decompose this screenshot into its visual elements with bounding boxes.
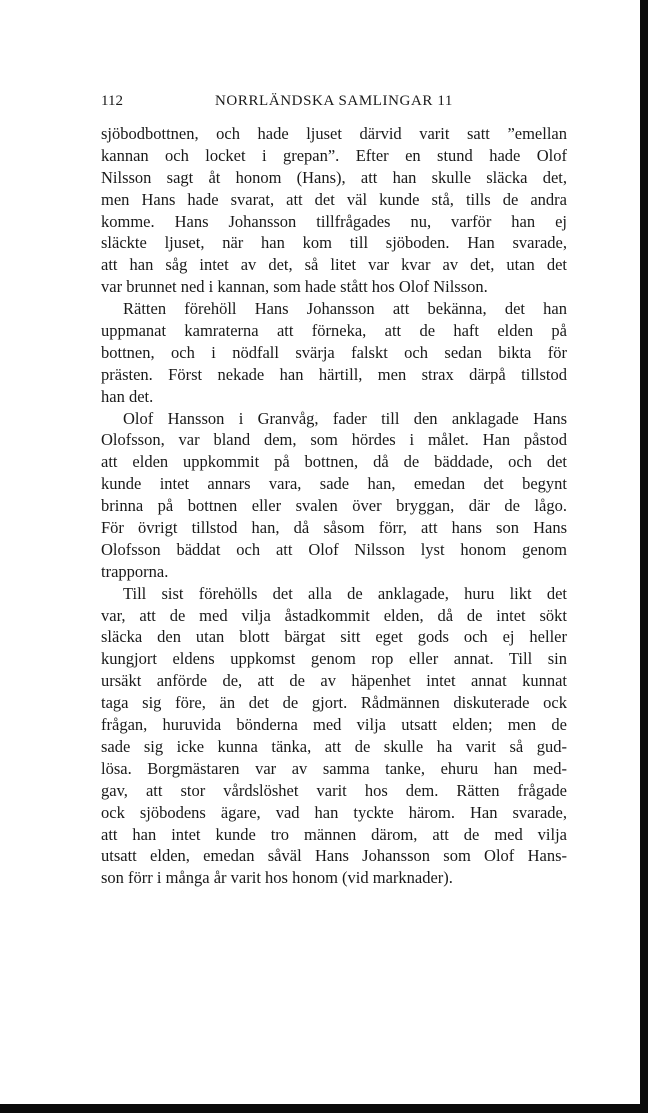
- text-line: son förr i många år varit hos honom (vid marknader).: [101, 868, 453, 888]
- text-line: Olofsson bäddat och att Olof Nilsson lyst honom genom: [101, 539, 567, 559]
- text-line: sade sig icke kunna tänka, att de skulle ha varit så gud-: [101, 736, 567, 756]
- running-title: NORRLÄNDSKA SAMLINGAR 11: [214, 93, 454, 109]
- text-line: släcka den utan blott bärgat sitt eget gods och ej heller: [101, 627, 567, 647]
- text-line: ock sjöbodens ägare, vad han tyckte härom. Han svarade,: [101, 802, 567, 822]
- text-line: ursäkt anförde de, att de av häpenhet intet annat kunnat: [101, 671, 567, 691]
- body-text: [101, 123, 567, 889]
- text-line: men Hans hade svarat, att det väl kunde stå, tills de andra: [101, 189, 567, 209]
- text-line: Olofsson, var bland dem, som hördes i målet. Han påstod: [101, 430, 567, 450]
- text-line: trapporna.: [101, 561, 169, 581]
- text-line: uppmanat kamraterna att förneka, att de haft elden på: [101, 321, 567, 341]
- scan-edge-right: [640, 0, 648, 1113]
- text-line: prästen. Först nekade han härtill, men strax därpå tillstod: [101, 364, 567, 384]
- text-line: brinna på bottnen eller svalen över bryggan, där de lågo.: [101, 496, 567, 516]
- scan-edge-bottom: [0, 1104, 648, 1113]
- text-line: släckte ljuset, när han kom till sjöboden. Han svarade,: [101, 233, 567, 253]
- text-line: gav, att stor vårdslöshet varit hos dem. Rätten frågade: [101, 780, 567, 800]
- text-line: kunde intet annars vara, sade han, emedan det begynt: [101, 474, 567, 494]
- text-line: sjöbodbottnen, och hade ljuset därvid varit satt ”emellan: [101, 124, 567, 143]
- text-line: taga sig före, än det de gjort. Rådmännen diskuterade ock: [101, 693, 567, 713]
- text-line: lösa. Borgmästaren var av samma tanke, ehuru han med-: [101, 758, 567, 778]
- text-line: Rätten förehöll Hans Johansson att bekänna, det han: [123, 299, 567, 319]
- text-line: att han intet kunde tro männen därom, att de med vilja: [101, 824, 567, 844]
- text-line: komme. Hans Johansson tillfrågades nu, varför han ej: [101, 211, 567, 231]
- text-line: att han såg intet av det, så litet var kvar av det, utan det: [101, 255, 567, 275]
- text-line: var brunnet ned i kannan, som hade stått hos Olof Nilsson.: [101, 277, 488, 297]
- text-line: han det.: [101, 386, 154, 406]
- text-line: Olof Hansson i Granvåg, fader till den anklagade Hans: [123, 408, 567, 428]
- text-line: var, att de med vilja åstadkommit elden, då de intet sökt: [101, 605, 567, 625]
- page-number: 112: [101, 93, 123, 109]
- text-line: Till sist förehölls det alla de anklagade, huru likt det: [123, 583, 567, 603]
- text-line: kungjort eldens uppkomst genom rop eller annat. Till sin: [101, 649, 567, 669]
- text-line: att elden uppkommit på bottnen, då de bäddade, och det: [101, 452, 567, 472]
- page-header: [101, 89, 567, 113]
- text-line: Nilsson sagt åt honom (Hans), att han skulle släcka det,: [101, 167, 567, 187]
- text-line: kannan och locket i grepan”. Efter en stund hade Olof: [101, 145, 567, 165]
- text-line: frågan, huruvida bönderna med vilja utsatt elden; men de: [101, 715, 567, 735]
- text-line: bottnen, och i nödfall svärja falskt och sedan bikta för: [101, 342, 567, 362]
- text-line: utsatt elden, emedan såväl Hans Johansson som Olof Hans-: [101, 846, 567, 866]
- text-line: För övrigt tillstod han, då såsom förr, att hans son Hans: [101, 518, 567, 538]
